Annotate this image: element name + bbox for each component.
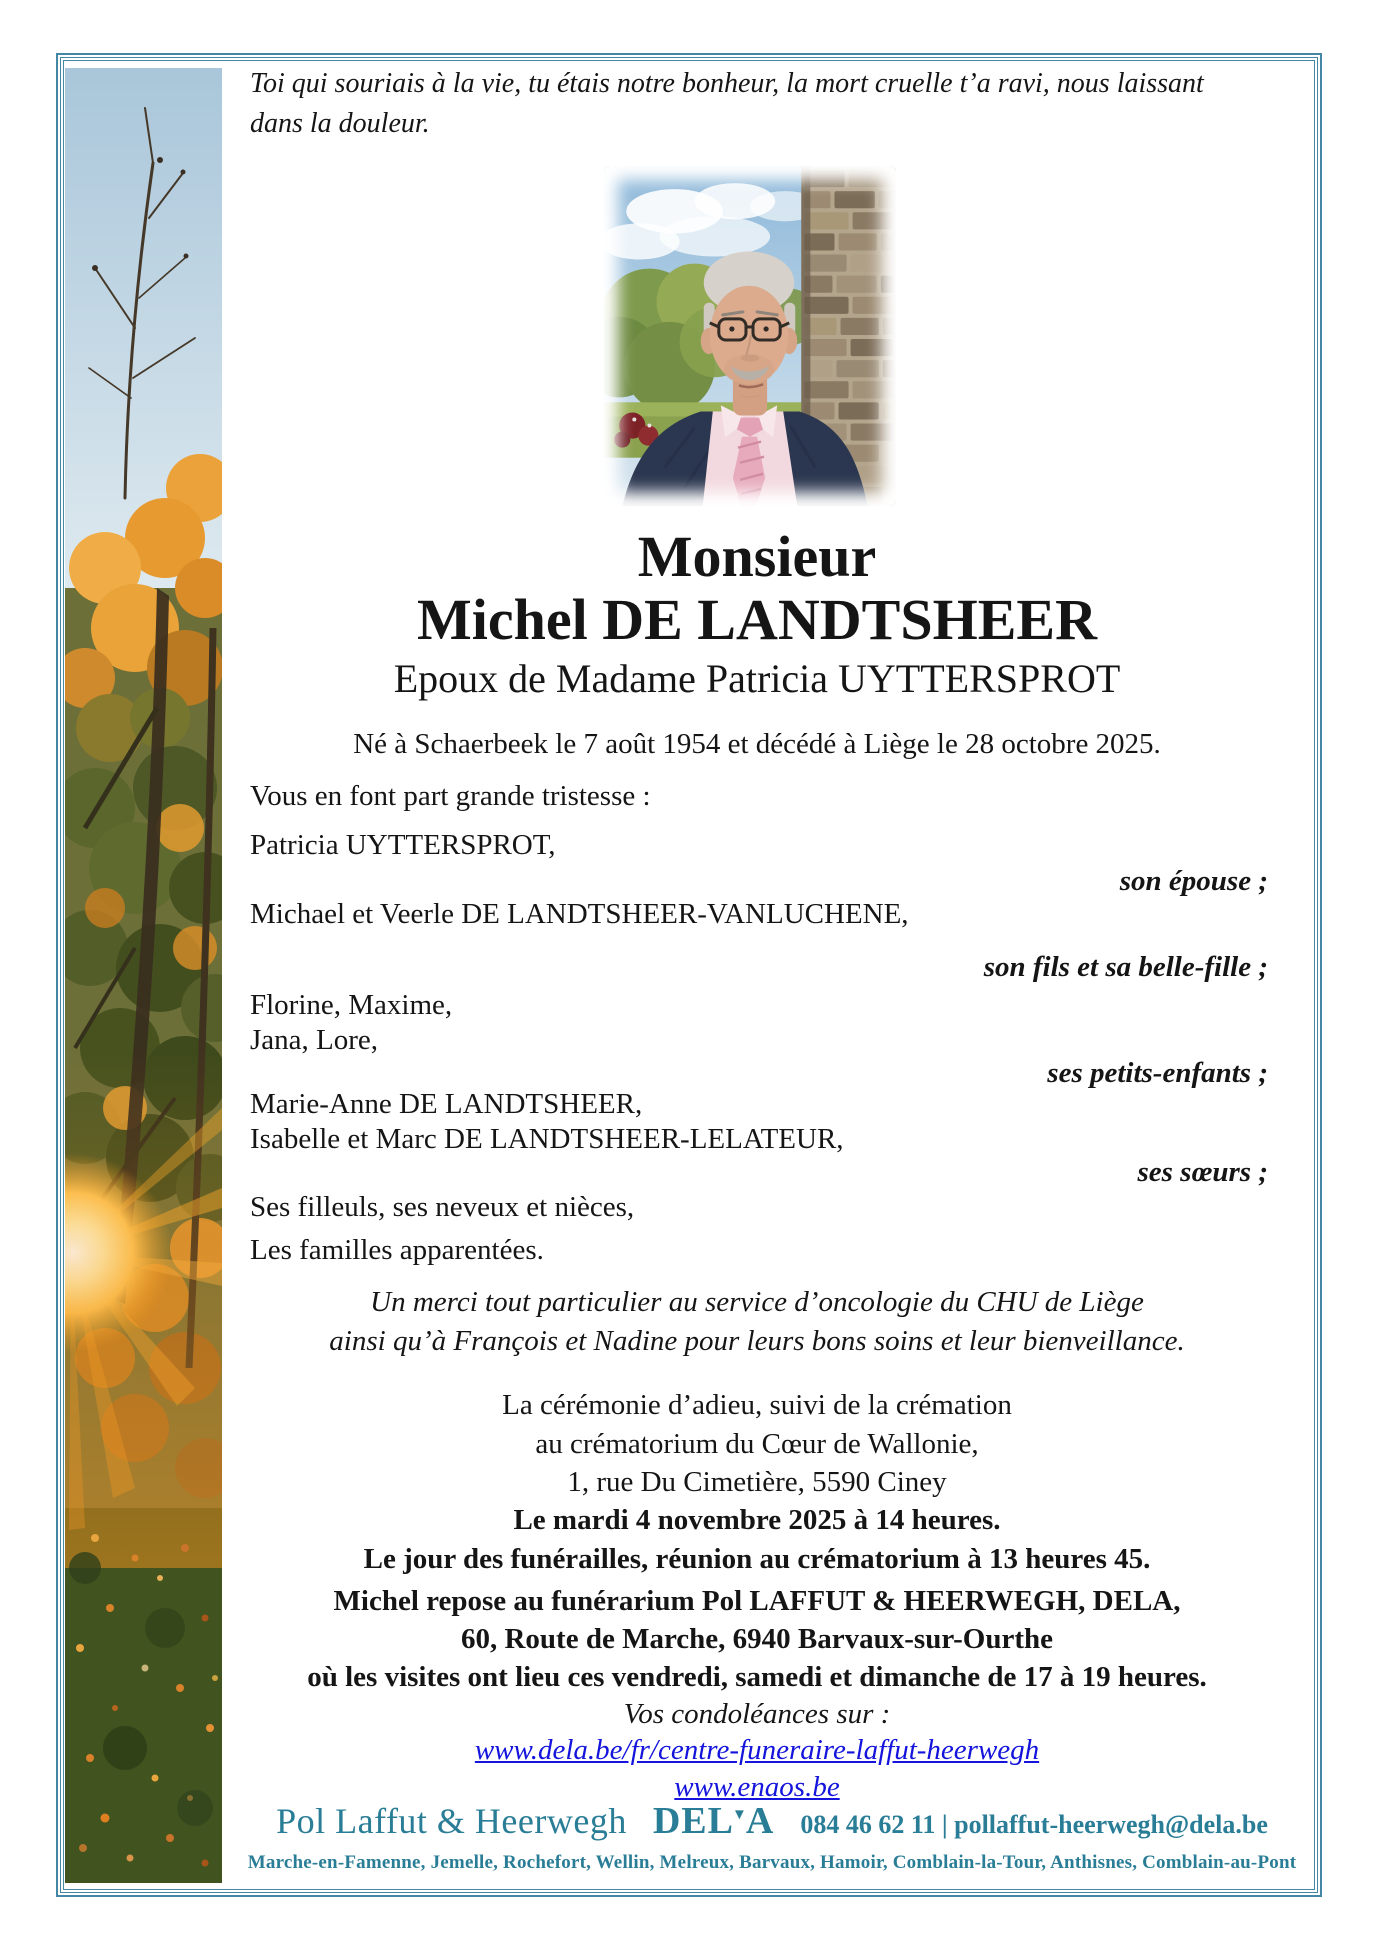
family-name: Jana, Lore, xyxy=(250,1024,379,1056)
epitaph-line-2: dans la douleur. xyxy=(250,108,430,139)
ceremony-meeting: Le jour des funérailles, réunion au crématorium à 13 heures 45. xyxy=(363,1543,1151,1575)
dela-logo-text: A xyxy=(745,1800,775,1842)
family-relation: son épouse ; xyxy=(1119,865,1268,897)
footer-contact: 084 46 62 11 | pollaffut-heerwegh@dela.be xyxy=(800,1810,1268,1839)
epitaph-line-1: Toi qui souriais à la vie, tu étais notre bonheur, la mort cruelle t’a ravi, nous laissant xyxy=(250,68,1204,99)
thanks-line-2: ainsi qu’à François et Nadine pour leurs bons soins et leur bienveillance. xyxy=(329,1325,1185,1357)
family-name: Isabelle et Marc DE LANDTSHEER-LELATEUR, xyxy=(250,1123,844,1155)
spouse-line: Epoux de Madame Patricia UYTTERSPROT xyxy=(393,656,1121,701)
epitaph xyxy=(250,64,1204,144)
thanks-paragraph xyxy=(224,1283,1290,1361)
portrait-illustration xyxy=(604,166,896,506)
repose-line: 60, Route de Marche, 6940 Barvaux-sur-Ourthe xyxy=(460,1623,1054,1655)
ceremony-date: Le mardi 4 novembre 2025 à 14 heures. xyxy=(513,1504,1001,1536)
thanks-line-1: Un merci tout particulier au service d’oncologie du CHU de Liège xyxy=(370,1286,1144,1318)
dela-flag-icon: ▼ xyxy=(732,1807,748,1823)
birth-death-line: Né à Schaerbeek le 7 août 1954 et décédé à Liège le 28 octobre 2025. xyxy=(353,728,1161,760)
ceremony-line: La cérémonie d’adieu, suivi de la crémation xyxy=(502,1389,1012,1421)
autumn-sidebar-image xyxy=(65,68,222,1883)
dela-logo-text: DEL xyxy=(652,1800,734,1842)
family-name: Marie-Anne DE LANDTSHEER, xyxy=(250,1088,643,1120)
ceremony-line: au crématorium du Cœur de Wallonie, xyxy=(535,1428,979,1460)
family-name: Ses filleuls, ses neveux et nièces, xyxy=(250,1191,635,1223)
family-relation: ses petits-enfants ; xyxy=(1047,1057,1268,1089)
family-name: Les familles apparentées. xyxy=(250,1234,544,1266)
funeral-home-footer xyxy=(224,1799,1320,1843)
repose-line: Michel repose au funérarium Pol LAFFUT & HEERWEGH, DELA, xyxy=(333,1585,1181,1617)
salutation: Monsieur xyxy=(637,524,877,589)
portrait-photo xyxy=(604,166,896,506)
family-name: Patricia UYTTERSPROT, xyxy=(250,829,556,861)
autumn-tree-illustration xyxy=(65,68,222,1883)
footer-cities: Marche-en-Famenne, Jemelle, Rochefort, Wellin, Melreux, Barvaux, Hamoir, Comblain-la-Tour, Anthisnes, Comblain-au-Pont xyxy=(247,1852,1297,1873)
deceased-name: Michel DE LANDTSHEER xyxy=(417,587,1097,652)
ceremony-line: 1, rue Du Cimetière, 5590 Ciney xyxy=(567,1466,947,1498)
family-relation: ses sœurs ; xyxy=(1137,1156,1268,1188)
condolences-label: Vos condoléances sur : xyxy=(623,1698,891,1730)
funeral-home-name: Pol Laffut & Heerwegh xyxy=(276,1801,627,1841)
announcement-line: Vous en font part grande tristesse : xyxy=(250,780,651,812)
repose-line: où les visites ont lieu ces vendredi, samedi et dimanche de 17 à 19 heures. xyxy=(307,1661,1207,1693)
family-relation: son fils et sa belle-fille ; xyxy=(983,951,1268,983)
family-name: Michael et Veerle DE LANDTSHEER-VANLUCHENE, xyxy=(250,898,909,930)
dela-logo xyxy=(653,1799,774,1843)
dela-condolences-link[interactable]: www.dela.be/fr/centre-funeraire-laffut-heerwegh xyxy=(474,1734,1040,1766)
family-name: Florine, Maxime, xyxy=(250,989,453,1021)
condolences-link-row xyxy=(224,1733,1290,1768)
enaos-link[interactable]: www.enaos.be xyxy=(674,1771,840,1803)
